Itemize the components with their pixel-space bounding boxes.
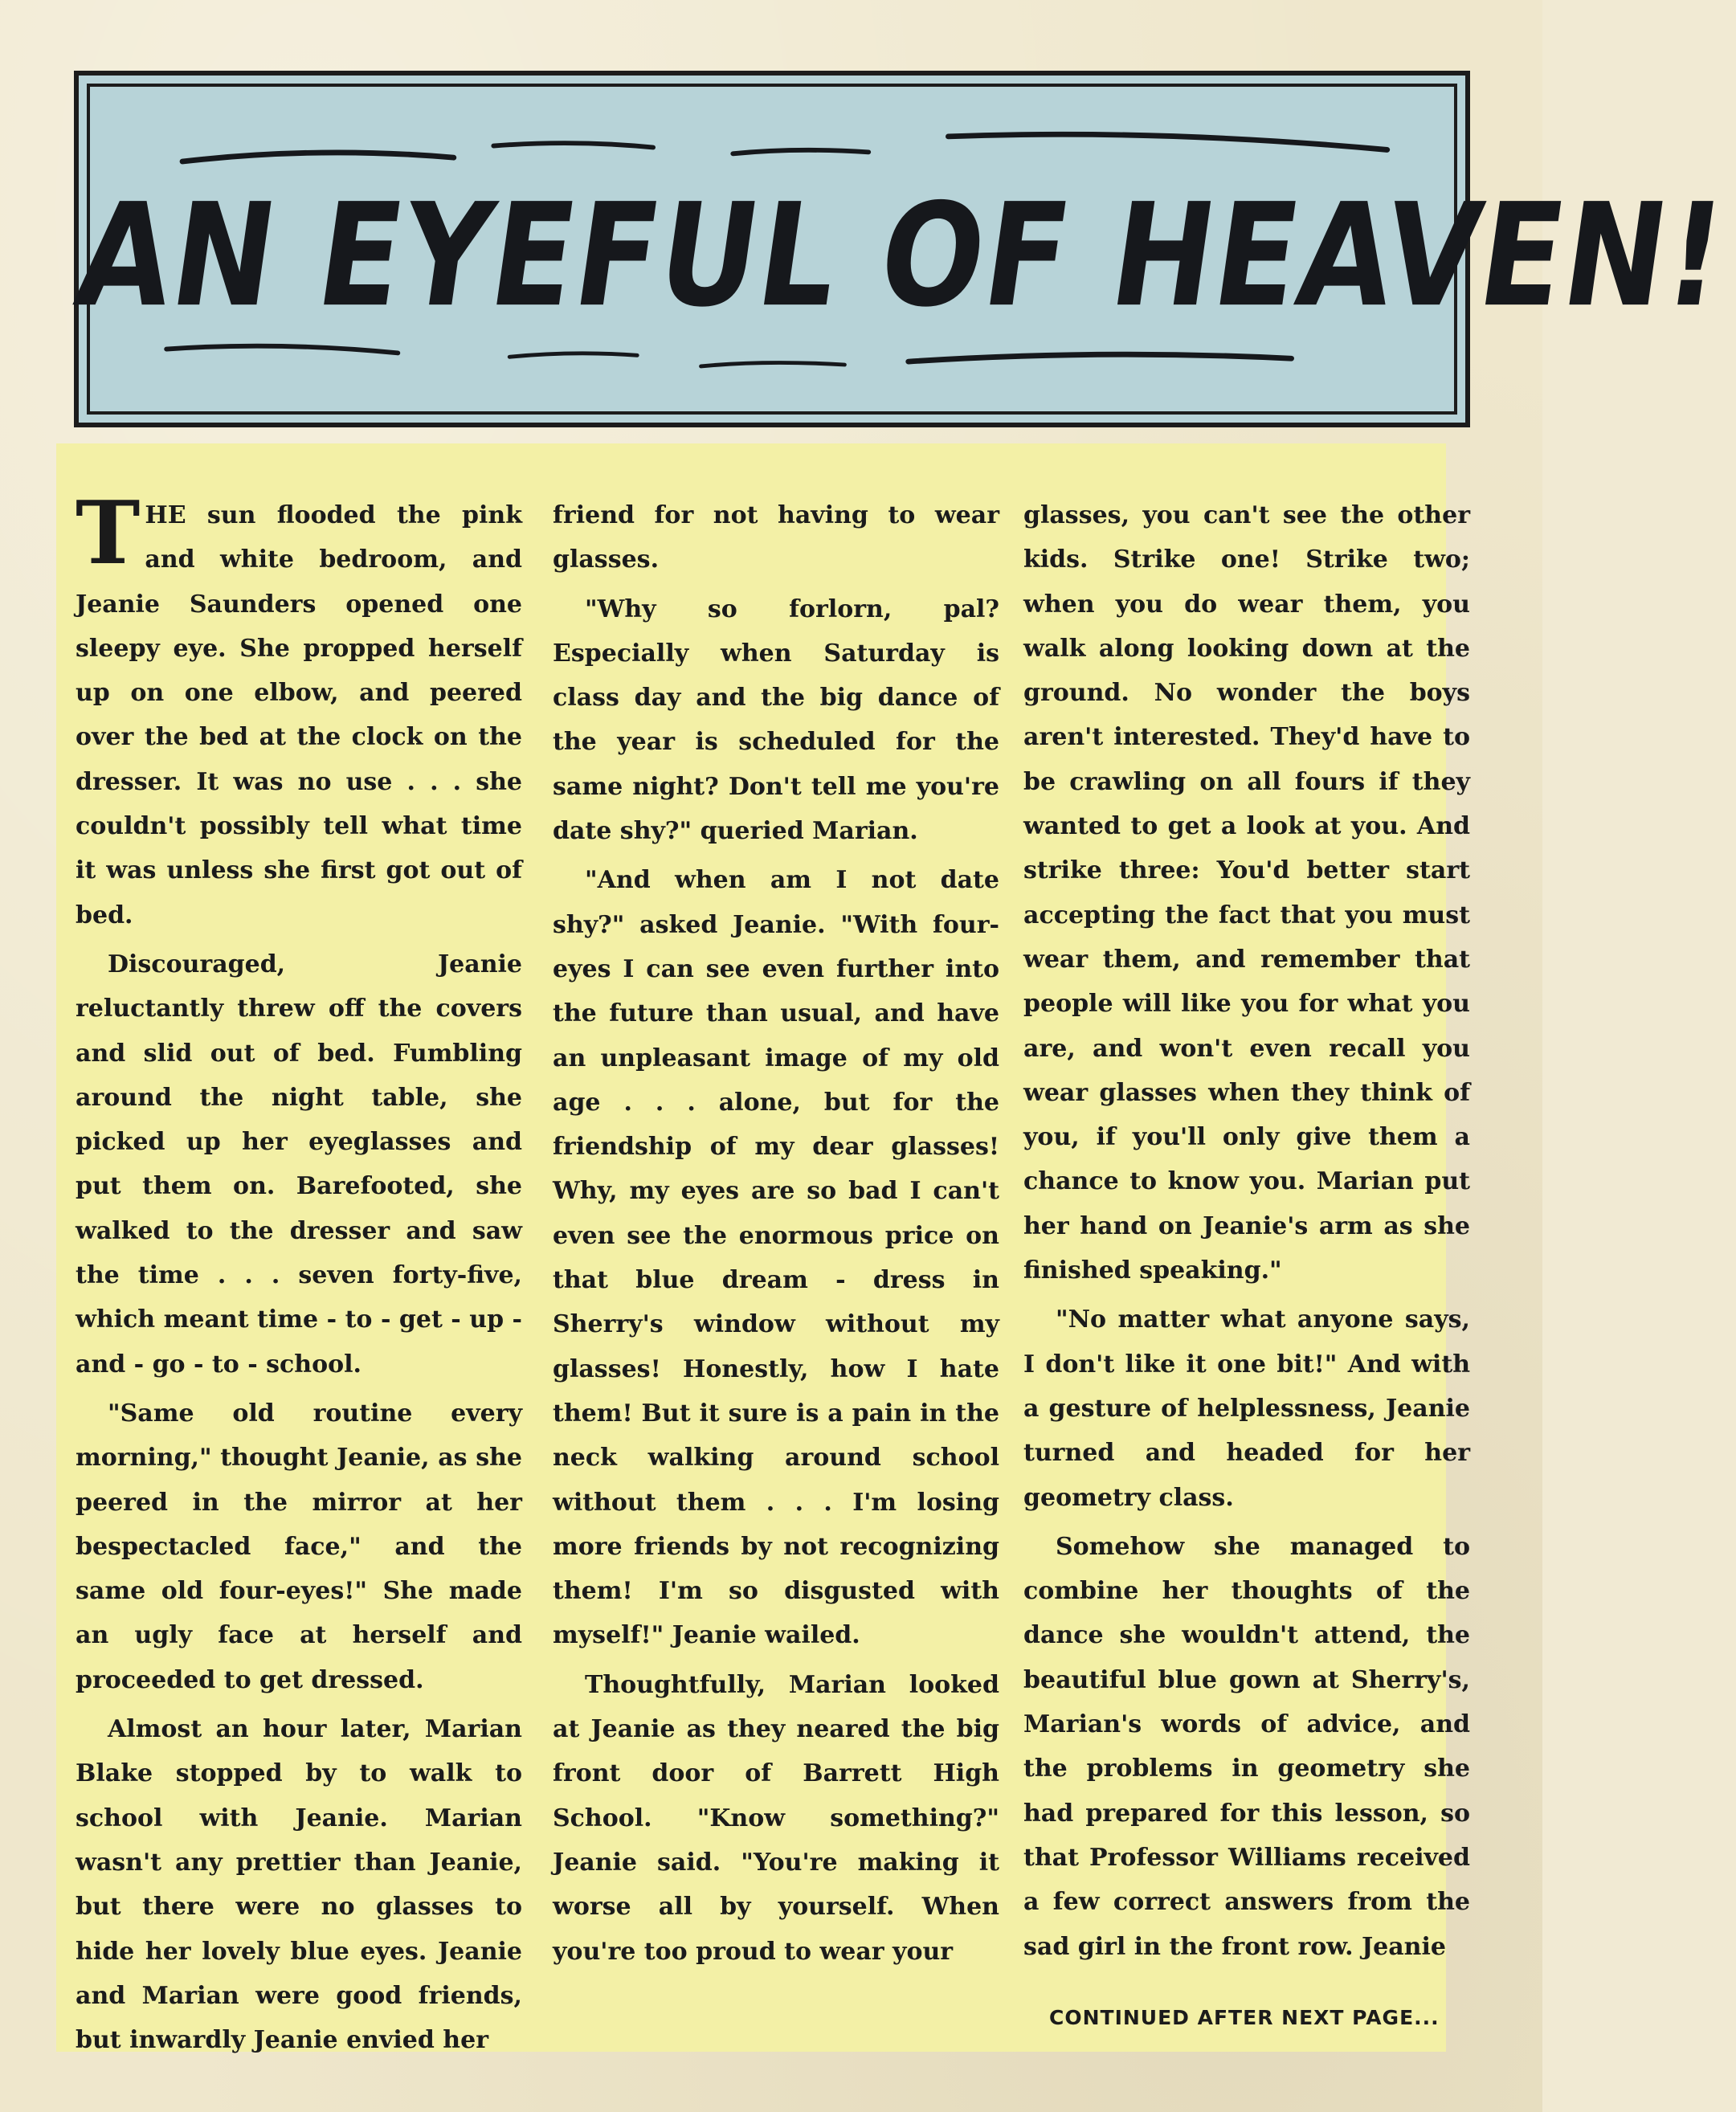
- paragraph: Almost an hour later, Marian Blake stopped by to walk to school with Jeanie. Marian wasn't any prettier than Jeanie, but there were no glasses to hide her lovely blue eyes. Jeanie and Marian were good friends, but inwardly Jeanie envied her: [76, 1715, 522, 2055]
- story-title: AN EYEFUL OF HEAVEN!: [67, 174, 1736, 339]
- paragraph: [76, 483, 522, 938]
- paragraph: "Why so forlorn, pal? Especially when Saturday is class day and the big dance of the year is scheduled for the same night? Don't tell me you're date shy?" queried Marian.: [553, 594, 999, 846]
- title-stroke: [182, 153, 454, 161]
- title-stroke: [166, 346, 398, 353]
- paragraph-text: HE sun flooded the pink and white bedroom, and Jeanie Saunders opened one sleepy eye. She propped herself up on one elbow, and peered over the bed at the clock on the dresser. It was no use . . . she couldn't possibly tell what time it was unless she first got out of bed.: [76, 501, 522, 929]
- paragraph: glasses, you can't see the other kids. Strike one! Strike two; when you do wear them, you walk along looking down at the ground. No wonder the boys aren't interested. They'd have to be crawling on all fours if they wanted to get a look at you. And strike three: You'd better start accepting the fact that you must wear them, and remember that people will like you for what you are, and won't even recall you wear glasses when they think of you, if you'll only give them a chance to know you. Marian put her hand on Jeanie's arm as she finished speaking.": [1023, 501, 1470, 1285]
- paragraph: Discouraged, Jeanie reluctantly threw off the covers and slid out of bed. Fumbling around the night table, she picked up her eyeglasses and put them on. Barefooted, she walked to the dresser and saw the time . . . seven forty-five, which meant time - to - get - up - and - go - to - school.: [76, 950, 522, 1379]
- text-column-1: [76, 483, 522, 2055]
- paragraph: friend for not having to wear glasses.: [553, 501, 999, 574]
- title-stroke: [701, 362, 845, 366]
- paragraph: "Same old routine every morning," thought Jeanie, as she peered in the mirror at her bespectacled face," and the same old four-eyes!" She made an ugly face at herself and proceeded to get dressed.: [76, 1399, 522, 1694]
- text-column-3: [1023, 493, 1470, 2004]
- title-stroke: [733, 150, 868, 153]
- drop-cap: T: [76, 483, 141, 584]
- paragraph: "And when am I not date shy?" asked Jeanie. "With four-eyes I can see even further into the future than usual, and have an unpleasant image of my old age . . . alone, but for the friendship of my dear glasses! Why, my eyes are so bad I can't even see the enormous price on that blue dream - dress in Sherry's window without my glasses! Honestly, how I hate them! But it sure is a pain in the neck walking around school without them . . . I'm losing more friends by not recognizing them! I'm so disgusted with myself!" Jeanie wailed.: [553, 866, 999, 1650]
- paragraph: Somehow she managed to combine her thoughts of the dance she wouldn't attend, the beautiful blue gown at Sherry's, Marian's words of advice, and the problems in geometry she had prepared for this lesson, so that Professor Williams received a few correct answers from the sad girl in the front row. Jeanie: [1023, 1532, 1470, 1961]
- title-panel: [67, 71, 1736, 427]
- paragraph: Thoughtfully, Marian looked at Jeanie as they neared the big front door of Barrett High School. "Know something?" Jeanie said. "You're making it worse all by yourself. When you're too proud to wear your: [553, 1670, 999, 1966]
- paragraph: "No matter what anyone says, I don't like it one bit!" And with a gesture of helplessness, Jeanie turned and headed for her geometry class.: [1023, 1305, 1470, 1512]
- title-stroke: [493, 143, 653, 147]
- title-stroke: [909, 354, 1292, 362]
- text-column-2: [553, 493, 999, 2004]
- title-stroke: [509, 353, 637, 357]
- continued-notice: CONTINUED AFTER NEXT PAGE...: [1049, 2006, 1440, 2029]
- title-stroke: [948, 134, 1387, 149]
